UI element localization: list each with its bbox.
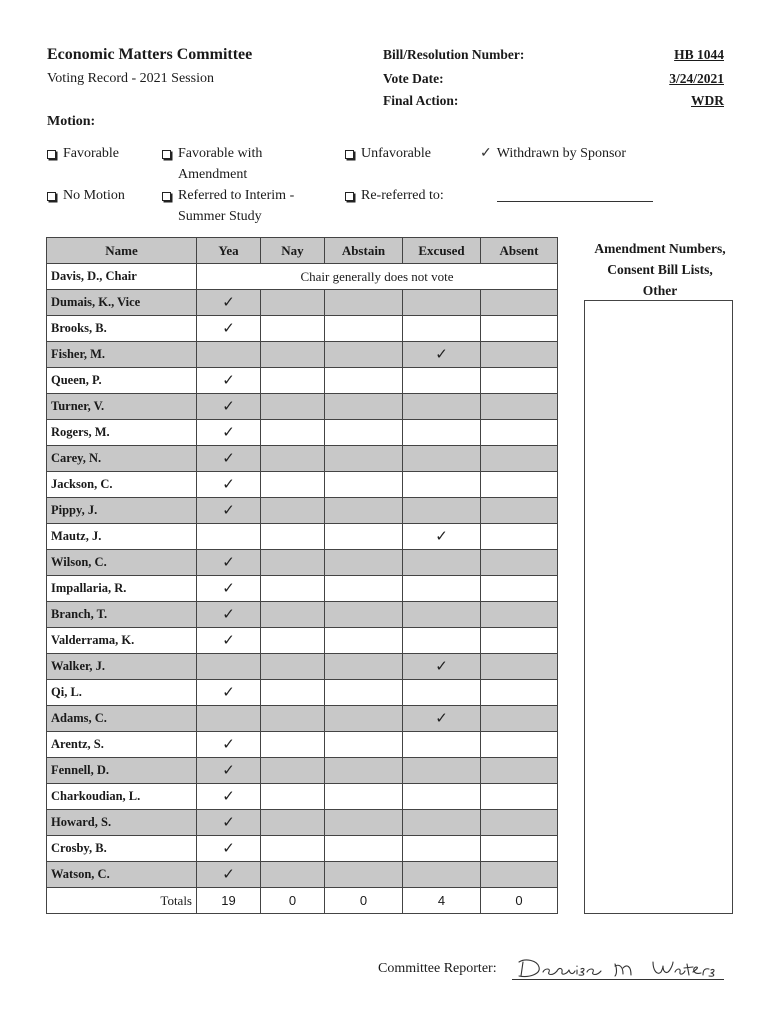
total-yea: 19 [197, 888, 261, 914]
vote-cell-yea: ✓ [197, 368, 261, 394]
committee-title: Economic Matters Committee [47, 46, 253, 63]
voting-table [46, 237, 558, 914]
member-name: Impallaria, R. [47, 576, 197, 602]
vote-cell-excused [403, 550, 481, 576]
vote-cell-nay [261, 602, 325, 628]
vote-cell-yea [197, 654, 261, 680]
member-row [47, 732, 558, 758]
member-name: Fisher, M. [47, 342, 197, 368]
member-row [47, 472, 558, 498]
option-rereferred[interactable] [345, 185, 444, 206]
member-name: Brooks, B. [47, 316, 197, 342]
amendments-box[interactable] [584, 300, 733, 914]
vote-cell-absent [481, 342, 558, 368]
vote-cell-nay [261, 342, 325, 368]
checkbox-icon [345, 192, 354, 201]
final-action-value: WDR [691, 93, 724, 108]
vote-cell-yea [197, 524, 261, 550]
member-name: Adams, C. [47, 706, 197, 732]
member-row [47, 628, 558, 654]
chair-row [47, 264, 558, 290]
vote-cell-yea: ✓ [197, 498, 261, 524]
vote-cell-nay [261, 836, 325, 862]
vote-cell-excused [403, 784, 481, 810]
vote-cell-abstain [325, 290, 403, 316]
vote-cell-yea: ✓ [197, 784, 261, 810]
vote-cell-absent [481, 420, 558, 446]
option-favorable[interactable] [47, 143, 119, 164]
vote-cell-excused [403, 602, 481, 628]
vote-cell-excused [403, 628, 481, 654]
header-nay: Nay [261, 238, 325, 264]
vote-date-value: 3/24/2021 [669, 71, 724, 86]
vote-cell-yea: ✓ [197, 290, 261, 316]
total-abstain: 0 [325, 888, 403, 914]
vote-cell-abstain [325, 732, 403, 758]
header-name: Name [47, 238, 197, 264]
vote-cell-nay [261, 758, 325, 784]
member-name: Dumais, K., Vice [47, 290, 197, 316]
totals-row [47, 888, 558, 914]
member-name: Turner, V. [47, 394, 197, 420]
chair-name: Davis, D., Chair [47, 264, 197, 290]
vote-cell-excused [403, 732, 481, 758]
vote-cell-yea: ✓ [197, 836, 261, 862]
vote-cell-absent [481, 446, 558, 472]
member-name: Pippy, J. [47, 498, 197, 524]
header-excused: Excused [403, 238, 481, 264]
vote-cell-yea: ✓ [197, 394, 261, 420]
vote-cell-yea [197, 706, 261, 732]
vote-cell-absent [481, 706, 558, 732]
member-row [47, 550, 558, 576]
vote-cell-abstain [325, 420, 403, 446]
option-favorable-with-amendment[interactable] [162, 143, 262, 185]
rereferred-blank-line [497, 201, 653, 202]
vote-cell-absent [481, 784, 558, 810]
checkbox-icon [162, 192, 171, 201]
vote-cell-excused [403, 862, 481, 888]
vote-cell-nay [261, 732, 325, 758]
vote-cell-nay [261, 316, 325, 342]
member-row [47, 810, 558, 836]
member-row [47, 576, 558, 602]
member-row [47, 290, 558, 316]
vote-cell-yea: ✓ [197, 810, 261, 836]
member-row [47, 862, 558, 888]
member-row [47, 498, 558, 524]
member-name: Branch, T. [47, 602, 197, 628]
option-favorable-amendment-label: Favorable with Amendment [178, 146, 263, 182]
vote-cell-excused [403, 576, 481, 602]
vote-cell-excused [403, 472, 481, 498]
vote-cell-abstain [325, 550, 403, 576]
vote-cell-yea: ✓ [197, 758, 261, 784]
vote-cell-excused: ✓ [403, 342, 481, 368]
vote-cell-yea: ✓ [197, 420, 261, 446]
vote-cell-excused [403, 810, 481, 836]
vote-cell-excused [403, 394, 481, 420]
option-rereferred-label: Re-referred to: [361, 188, 444, 203]
total-excused: 4 [403, 888, 481, 914]
member-name: Mautz, J. [47, 524, 197, 550]
member-name: Valderrama, K. [47, 628, 197, 654]
vote-cell-abstain [325, 654, 403, 680]
checkbox-icon [47, 192, 56, 201]
vote-cell-absent [481, 810, 558, 836]
vote-cell-abstain [325, 862, 403, 888]
member-row [47, 680, 558, 706]
vote-cell-yea: ✓ [197, 628, 261, 654]
member-name: Carey, N. [47, 446, 197, 472]
member-name: Howard, S. [47, 810, 197, 836]
vote-cell-absent [481, 602, 558, 628]
vote-cell-nay [261, 628, 325, 654]
option-unfavorable[interactable] [345, 143, 431, 164]
vote-cell-abstain [325, 706, 403, 732]
vote-cell-excused [403, 680, 481, 706]
vote-cell-yea: ✓ [197, 680, 261, 706]
reporter-signature [515, 954, 725, 982]
vote-cell-yea: ✓ [197, 862, 261, 888]
vote-cell-yea: ✓ [197, 732, 261, 758]
vote-cell-excused [403, 316, 481, 342]
option-favorable-label: Favorable [63, 146, 119, 161]
checkbox-icon [47, 150, 56, 159]
vote-cell-absent [481, 836, 558, 862]
checkbox-icon [345, 150, 354, 159]
vote-cell-absent [481, 576, 558, 602]
vote-cell-nay [261, 654, 325, 680]
vote-cell-nay [261, 550, 325, 576]
vote-cell-nay [261, 420, 325, 446]
totals-label: Totals [47, 888, 197, 914]
member-row [47, 368, 558, 394]
member-row [47, 706, 558, 732]
header-abstain: Abstain [325, 238, 403, 264]
member-row [47, 836, 558, 862]
vote-cell-nay [261, 394, 325, 420]
member-row [47, 420, 558, 446]
table-header-row [47, 238, 558, 264]
vote-cell-excused [403, 836, 481, 862]
vote-cell-abstain [325, 602, 403, 628]
member-name: Arentz, S. [47, 732, 197, 758]
header-absent: Absent [481, 238, 558, 264]
vote-cell-yea: ✓ [197, 446, 261, 472]
member-row [47, 316, 558, 342]
vote-cell-absent [481, 290, 558, 316]
member-name: Wilson, C. [47, 550, 197, 576]
chair-note: Chair generally does not vote [197, 264, 558, 290]
vote-cell-abstain [325, 758, 403, 784]
option-no-motion[interactable] [47, 185, 125, 206]
vote-cell-abstain [325, 342, 403, 368]
option-withdrawn-label: Withdrawn by Sponsor [496, 146, 627, 161]
vote-cell-nay [261, 810, 325, 836]
vote-cell-abstain [325, 576, 403, 602]
member-name: Jackson, C. [47, 472, 197, 498]
vote-cell-yea: ✓ [197, 472, 261, 498]
total-absent: 0 [481, 888, 558, 914]
vote-cell-excused [403, 446, 481, 472]
vote-cell-excused: ✓ [403, 524, 481, 550]
vote-cell-absent [481, 628, 558, 654]
vote-cell-absent [481, 654, 558, 680]
vote-cell-abstain [325, 524, 403, 550]
member-row [47, 602, 558, 628]
member-name: Watson, C. [47, 862, 197, 888]
vote-cell-abstain [325, 628, 403, 654]
vote-cell-nay [261, 680, 325, 706]
member-name: Crosby, B. [47, 836, 197, 862]
member-row [47, 524, 558, 550]
member-name: Walker, J. [47, 654, 197, 680]
vote-cell-abstain [325, 836, 403, 862]
option-unfavorable-label: Unfavorable [361, 146, 431, 161]
vote-date-label: Vote Date: [383, 71, 444, 86]
committee-reporter-label: Committee Reporter: [378, 961, 497, 976]
vote-cell-excused [403, 368, 481, 394]
vote-cell-excused: ✓ [403, 654, 481, 680]
vote-cell-abstain [325, 680, 403, 706]
vote-cell-absent [481, 862, 558, 888]
vote-cell-abstain [325, 472, 403, 498]
check-mark-icon: ✓ [480, 146, 492, 161]
option-withdrawn[interactable] [480, 143, 626, 164]
vote-cell-absent [481, 498, 558, 524]
member-name: Fennell, D. [47, 758, 197, 784]
vote-cell-yea: ✓ [197, 550, 261, 576]
vote-cell-absent [481, 550, 558, 576]
vote-cell-absent [481, 316, 558, 342]
vote-cell-abstain [325, 498, 403, 524]
member-row [47, 446, 558, 472]
vote-cell-nay [261, 368, 325, 394]
vote-cell-excused [403, 420, 481, 446]
header-yea: Yea [197, 238, 261, 264]
vote-cell-abstain [325, 446, 403, 472]
vote-cell-nay [261, 290, 325, 316]
bill-number-label: Bill/Resolution Number: [383, 47, 525, 62]
vote-cell-nay [261, 576, 325, 602]
vote-cell-abstain [325, 784, 403, 810]
motion-label: Motion: [47, 114, 96, 129]
vote-cell-excused [403, 758, 481, 784]
vote-cell-excused [403, 498, 481, 524]
checkbox-icon [162, 150, 171, 159]
vote-cell-yea [197, 342, 261, 368]
vote-cell-nay [261, 706, 325, 732]
amendments-title: Amendment Numbers, Consent Bill Lists, Other [594, 241, 726, 298]
member-row [47, 784, 558, 810]
vote-cell-yea: ✓ [197, 316, 261, 342]
vote-cell-absent [481, 394, 558, 420]
vote-cell-abstain [325, 810, 403, 836]
vote-cell-abstain [325, 316, 403, 342]
option-no-motion-label: No Motion [63, 188, 125, 203]
vote-cell-nay [261, 784, 325, 810]
vote-cell-absent [481, 680, 558, 706]
session-subtitle: Voting Record - 2021 Session [47, 71, 214, 86]
member-name: Rogers, M. [47, 420, 197, 446]
vote-cell-absent [481, 732, 558, 758]
vote-cell-nay [261, 862, 325, 888]
vote-cell-abstain [325, 394, 403, 420]
vote-cell-excused [403, 290, 481, 316]
member-row [47, 654, 558, 680]
option-referred-label: Referred to Interim - Summer Study [178, 188, 295, 224]
vote-cell-absent [481, 524, 558, 550]
member-name: Charkoudian, L. [47, 784, 197, 810]
option-referred-interim[interactable] [162, 185, 294, 227]
member-name: Qi, L. [47, 680, 197, 706]
vote-cell-excused: ✓ [403, 706, 481, 732]
vote-cell-nay [261, 498, 325, 524]
vote-cell-nay [261, 472, 325, 498]
member-name: Queen, P. [47, 368, 197, 394]
vote-cell-yea: ✓ [197, 576, 261, 602]
vote-cell-yea: ✓ [197, 602, 261, 628]
bill-number-value: HB 1044 [674, 47, 724, 62]
member-row [47, 342, 558, 368]
vote-cell-absent [481, 368, 558, 394]
vote-cell-absent [481, 758, 558, 784]
vote-cell-nay [261, 524, 325, 550]
vote-cell-nay [261, 446, 325, 472]
vote-cell-abstain [325, 368, 403, 394]
vote-cell-absent [481, 472, 558, 498]
member-row [47, 394, 558, 420]
total-nay: 0 [261, 888, 325, 914]
final-action-label: Final Action: [383, 93, 459, 108]
member-row [47, 758, 558, 784]
